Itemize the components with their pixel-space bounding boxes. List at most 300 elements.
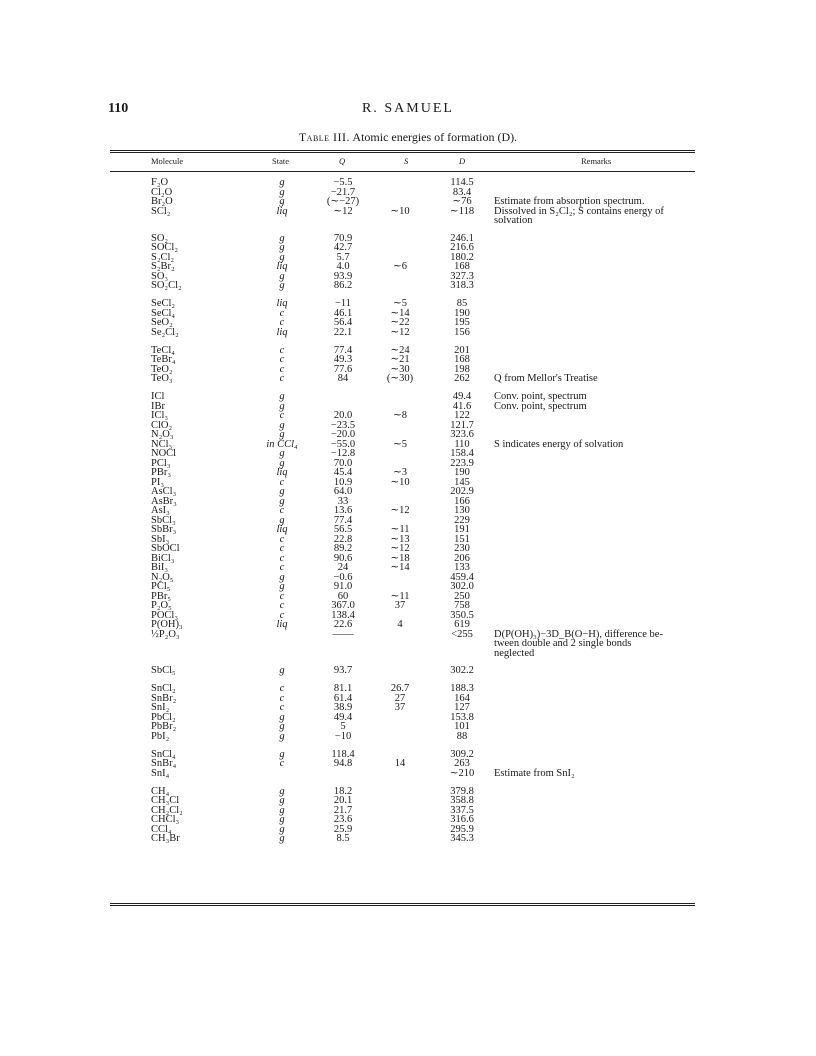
state-cell: liq	[276, 261, 288, 273]
molecule-cell: SnBr₂	[151, 692, 177, 704]
d-cell: 345.3	[450, 833, 474, 845]
table-group	[0, 234, 816, 291]
molecule-cell: SbCl₅	[151, 665, 176, 677]
molecule-cell: PCl₅	[151, 581, 171, 593]
q-cell: 89.2	[333, 543, 353, 555]
d-cell: 295.9	[450, 823, 474, 835]
state-cell: c	[279, 354, 285, 366]
d-cell: 202.9	[450, 486, 474, 498]
state-cell: c	[279, 307, 285, 319]
molecule-cell: TeO₂	[151, 363, 173, 375]
molecule-cell: AsI₃	[151, 505, 170, 517]
q-cell: 46.1	[333, 307, 353, 319]
d-cell: 190	[454, 307, 470, 319]
molecule-cell: SbI₃	[151, 533, 170, 545]
state-cell: g	[279, 814, 285, 826]
s-cell: ∼11	[390, 590, 410, 602]
table-row	[0, 430, 816, 440]
q-cell: ——	[332, 628, 354, 640]
table-top-rule	[110, 150, 695, 151]
q-cell: 56.4	[333, 317, 353, 329]
state-cell: c	[279, 533, 285, 545]
remarks-cell: Q from Mellor's Treatise	[494, 373, 598, 385]
molecule-cell: PbI₂	[151, 730, 170, 742]
state-cell: g	[279, 785, 285, 797]
q-cell: 93.7	[333, 665, 353, 677]
d-cell: 190	[454, 467, 470, 479]
molecule-cell: ICl	[151, 391, 165, 403]
table-group	[0, 346, 816, 384]
table-row	[0, 216, 816, 226]
state-cell: g	[279, 280, 285, 292]
table-row	[0, 563, 816, 573]
q-cell: 56.5	[333, 524, 353, 536]
state-cell: c	[279, 758, 285, 770]
q-cell: 60	[337, 590, 349, 602]
molecule-cell: S₂Br₂	[151, 261, 175, 273]
s-cell: ∼10	[390, 476, 410, 488]
q-cell: 49.4	[333, 711, 353, 723]
s-cell: ∼11	[390, 524, 410, 536]
state-cell: liq	[276, 619, 288, 631]
molecule-cell: CH₄	[151, 785, 170, 797]
table-row	[0, 750, 816, 760]
table-row	[0, 592, 816, 602]
molecule-cell: Cl₂O	[151, 186, 173, 198]
q-cell: −21.7	[330, 186, 356, 198]
d-cell: 206	[454, 552, 470, 564]
d-cell: 164	[454, 692, 470, 704]
table-row	[0, 722, 816, 732]
s-cell: ∼14	[390, 307, 410, 319]
s-cell: ∼3	[392, 467, 408, 479]
table-row	[0, 639, 816, 649]
state-cell: g	[279, 748, 285, 760]
d-cell: 133	[454, 562, 470, 574]
table-row	[0, 620, 816, 630]
state-cell: c	[279, 373, 285, 385]
state-cell: g	[279, 486, 285, 498]
table-row	[0, 262, 816, 272]
column-header-s: S	[404, 156, 409, 166]
d-cell: 88	[456, 730, 468, 742]
table-group	[0, 178, 816, 226]
table-top-rule-2	[110, 152, 695, 153]
state-cell: g	[279, 711, 285, 723]
table-row	[0, 243, 816, 253]
molecule-cell: ClO₂	[151, 419, 173, 431]
state-cell: g	[279, 419, 285, 431]
molecule-cell: PbBr₂	[151, 721, 177, 733]
table-row	[0, 234, 816, 244]
molecule-cell: BiCl₃	[151, 552, 175, 564]
s-cell: ∼21	[390, 354, 410, 366]
table-row	[0, 834, 816, 844]
d-cell: 83.4	[452, 186, 472, 198]
molecule-cell: Br₂O	[151, 196, 173, 207]
q-cell: 22.8	[333, 533, 353, 545]
q-cell: 18.2	[333, 785, 353, 797]
table-bottom-rule-2	[110, 905, 695, 906]
s-cell: 37	[394, 702, 406, 714]
q-cell: −0.6	[333, 571, 353, 583]
q-cell: 20.0	[333, 410, 353, 422]
d-cell: 145	[454, 476, 470, 488]
state-cell: g	[279, 581, 285, 593]
molecule-cell: SOCl₂	[151, 242, 179, 254]
molecule-cell: SnCl₂	[151, 683, 176, 695]
d-cell: 216.6	[450, 242, 474, 254]
state-cell: c	[279, 692, 285, 704]
molecule-cell: SnI₄	[151, 767, 170, 779]
state-cell: g	[279, 514, 285, 526]
d-cell: ∼118	[449, 205, 475, 217]
d-cell: 318.3	[450, 280, 474, 292]
q-cell: 25.9	[333, 823, 353, 835]
q-cell: 93.9	[333, 270, 353, 282]
molecule-cell: SnI₂	[151, 702, 170, 714]
state-cell: c	[279, 505, 285, 517]
remarks-cell: S indicates energy of solvation	[494, 438, 624, 450]
molecule-cell: BiI₃	[151, 562, 169, 574]
table-row	[0, 459, 816, 469]
q-cell: 91.0	[333, 581, 353, 593]
s-cell: ∼8	[392, 410, 408, 422]
state-cell: g	[279, 232, 285, 244]
table-group	[0, 392, 816, 658]
state-cell: c	[279, 543, 285, 555]
table-row	[0, 281, 816, 291]
molecule-cell: SeCl₄	[151, 307, 176, 319]
molecule-cell: PCl₃	[151, 457, 171, 469]
d-cell: 151	[454, 533, 470, 545]
molecule-cell: SO₃	[151, 270, 169, 282]
table-row	[0, 188, 816, 198]
molecule-cell: ½P₂O₃	[151, 628, 180, 640]
table-row	[0, 392, 816, 402]
q-cell: 5	[340, 721, 346, 733]
molecule-cell: PBr₃	[151, 467, 172, 479]
table-caption-label: Table III.	[298, 130, 351, 144]
table-row	[0, 815, 816, 825]
state-cell: g	[279, 196, 285, 207]
table-row	[0, 825, 816, 835]
table-row	[0, 787, 816, 797]
table-row	[0, 207, 816, 217]
d-cell: 223.9	[450, 457, 474, 469]
q-cell: 22.6	[333, 619, 353, 631]
d-cell: 49.4	[452, 391, 472, 403]
molecule-cell: IBr	[151, 400, 165, 412]
q-cell: −5.5	[333, 177, 353, 188]
state-cell: g	[279, 730, 285, 742]
d-cell: 156	[454, 326, 470, 338]
molecule-cell: SeO₂	[151, 317, 173, 329]
state-cell: c	[279, 344, 285, 356]
table-group	[0, 684, 816, 741]
q-cell: ∼12	[333, 205, 353, 217]
state-cell: g	[279, 186, 285, 198]
d-cell: 127	[454, 702, 470, 714]
q-cell: 13.6	[333, 505, 353, 517]
molecule-cell: SeCl₂	[151, 298, 176, 310]
table-row	[0, 328, 816, 338]
d-cell: 188.3	[450, 683, 474, 695]
molecule-cell: PbCl₂	[151, 711, 176, 723]
state-cell: c	[279, 609, 285, 621]
q-cell: 86.2	[333, 280, 353, 292]
d-cell: 229	[454, 514, 470, 526]
d-cell: 121.7	[450, 419, 474, 431]
q-cell: 70.0	[333, 457, 353, 469]
q-cell: −12.8	[330, 448, 356, 460]
table-row	[0, 759, 816, 769]
remarks-cell: Dissolved in S₂Cl₂; S contains energy of	[494, 205, 664, 217]
q-cell: 45.4	[333, 467, 353, 479]
molecule-cell: S₂Cl₂	[151, 251, 175, 263]
d-cell: 230	[454, 543, 470, 555]
state-cell: g	[279, 242, 285, 254]
q-cell: 42.7	[333, 242, 353, 254]
q-cell: −10	[334, 730, 352, 742]
molecule-cell: ICl₃	[151, 410, 169, 422]
d-cell: 262	[454, 373, 470, 385]
d-cell: 619	[454, 619, 470, 631]
column-header-d: D	[459, 156, 466, 166]
d-cell: 41.6	[452, 400, 472, 412]
remarks-cell: tween double and 2 single bonds	[494, 638, 632, 650]
molecule-cell: CH₂Cl₂	[151, 804, 183, 816]
table-row	[0, 630, 816, 640]
q-cell: 20.1	[333, 795, 353, 807]
q-cell: 5.7	[336, 251, 350, 263]
s-cell: 14	[394, 758, 406, 770]
table-row	[0, 703, 816, 713]
s-cell: ∼18	[390, 552, 410, 564]
state-cell: g	[279, 795, 285, 807]
table-row	[0, 694, 816, 704]
table-caption-text: Atomic energies of formation (D).	[350, 130, 518, 144]
s-cell: (∼30)	[386, 373, 414, 385]
state-cell: g	[279, 833, 285, 845]
d-cell: 327.3	[450, 270, 474, 282]
table-row	[0, 601, 816, 611]
table-row	[0, 178, 816, 188]
s-cell: ∼5	[392, 298, 408, 310]
d-cell: 337.5	[450, 804, 474, 816]
q-cell: (∼−27)	[326, 196, 360, 207]
header-bottom-rule	[110, 171, 695, 172]
remarks-cell: D(P(OH)₃)−3D_B(O−H), difference be-	[494, 628, 663, 640]
state-cell: in CCl₄	[266, 438, 298, 450]
d-cell: 379.8	[450, 785, 474, 797]
molecule-cell: N₂O₃	[151, 429, 174, 441]
molecule-cell: NCl₃	[151, 438, 173, 450]
s-cell: ∼10	[390, 205, 410, 217]
state-cell: c	[279, 600, 285, 612]
state-cell: liq	[276, 467, 288, 479]
d-cell: 168	[454, 261, 470, 273]
table-row	[0, 666, 816, 676]
q-cell: 24	[337, 562, 349, 574]
q-cell: −11	[334, 298, 352, 310]
q-cell: −55.0	[330, 438, 356, 450]
d-cell: 166	[454, 495, 470, 507]
q-cell: 77.4	[333, 344, 353, 356]
d-cell: 201	[454, 344, 470, 356]
d-cell: 758	[454, 600, 470, 612]
d-cell: 350.5	[450, 609, 474, 621]
state-cell: g	[279, 823, 285, 835]
remarks-cell: Conv. point, spectrum	[494, 400, 587, 412]
state-cell: g	[279, 571, 285, 583]
table-row	[0, 573, 816, 583]
molecule-cell: SnBr₄	[151, 758, 177, 770]
s-cell: ∼30	[390, 363, 410, 375]
state-cell: g	[279, 251, 285, 263]
d-cell: 153.8	[450, 711, 474, 723]
molecule-cell: CCl₄	[151, 823, 172, 835]
q-cell: −23.5	[330, 419, 356, 431]
q-cell: 23.6	[333, 814, 353, 826]
table-group	[0, 666, 816, 676]
molecule-cell: CH₃Br	[151, 833, 180, 845]
d-cell: 246.1	[450, 232, 474, 244]
molecule-cell: Se₂Cl₂	[151, 326, 179, 338]
molecule-cell: SO₂Cl₂	[151, 280, 182, 292]
state-cell: g	[279, 665, 285, 677]
q-cell: 367.0	[331, 600, 355, 612]
state-cell: g	[279, 429, 285, 441]
column-header-state: State	[272, 156, 289, 166]
s-cell: ∼24	[390, 344, 410, 356]
molecule-cell: SnCl₄	[151, 748, 176, 760]
state-cell: c	[279, 410, 285, 422]
table-row	[0, 684, 816, 694]
table-row	[0, 732, 816, 742]
table-row	[0, 402, 816, 412]
d-cell: ∼210	[449, 767, 475, 779]
d-cell: 110	[454, 438, 470, 450]
q-cell: 70.9	[333, 232, 353, 244]
molecule-cell: P(OH)₃	[151, 619, 183, 631]
table-row	[0, 374, 816, 384]
column-header-remarks: Remarks	[581, 156, 612, 166]
d-cell: 198	[454, 363, 470, 375]
state-cell: liq	[276, 326, 288, 338]
q-cell: 33	[337, 495, 349, 507]
d-cell: 191	[454, 524, 470, 536]
s-cell: ∼22	[390, 317, 410, 329]
remarks-cell: Estimate from absorption spectrum.	[494, 196, 645, 207]
d-cell: 316.6	[450, 814, 474, 826]
d-cell: 263	[454, 758, 470, 770]
q-cell: 61.4	[333, 692, 353, 704]
s-cell: 27	[394, 692, 406, 704]
state-cell: c	[279, 590, 285, 602]
q-cell: 84	[337, 373, 349, 385]
remarks-cell: solvation	[494, 215, 533, 226]
table-caption	[0, 130, 816, 145]
q-cell: 4.0	[336, 261, 350, 273]
state-cell: c	[279, 683, 285, 695]
s-cell: 4	[397, 619, 403, 631]
molecule-cell: PI₃	[151, 476, 164, 488]
table-bottom-rule	[110, 903, 695, 904]
table-row	[0, 796, 816, 806]
state-cell: c	[279, 317, 285, 329]
table-body	[0, 178, 816, 852]
d-cell: 101	[454, 721, 470, 733]
running-head: R. SAMUEL	[362, 101, 454, 116]
q-cell: 10.9	[333, 476, 353, 488]
table-row	[0, 769, 816, 779]
state-cell: liq	[276, 205, 288, 217]
remarks-cell: Estimate from SnI₂	[494, 767, 575, 779]
table-group	[0, 299, 816, 337]
d-cell: 250	[454, 590, 470, 602]
state-cell: liq	[276, 298, 288, 310]
d-cell: 358.8	[450, 795, 474, 807]
molecule-cell: SbBr₃	[151, 524, 177, 536]
molecule-cell: N₂O₅	[151, 571, 174, 583]
s-cell: ∼13	[390, 533, 410, 545]
q-cell: 118.4	[331, 748, 355, 760]
table-row	[0, 487, 816, 497]
state-cell: c	[279, 702, 285, 714]
q-cell: 64.0	[333, 486, 353, 498]
state-cell: g	[279, 457, 285, 469]
table-row	[0, 272, 816, 282]
d-cell: 122	[454, 410, 470, 422]
molecule-cell: AsBr₃	[151, 495, 177, 507]
remarks-cell: neglected	[494, 647, 535, 659]
s-cell: ∼6	[392, 261, 408, 273]
column-header-molecule: Molecule	[151, 156, 184, 166]
molecule-cell: PBr₅	[151, 590, 172, 602]
q-cell: 49.3	[333, 354, 353, 366]
q-cell: 21.7	[333, 804, 353, 816]
state-cell: c	[279, 476, 285, 488]
q-cell: 38.9	[333, 702, 353, 714]
s-cell: ∼12	[390, 505, 410, 517]
molecule-cell: SCl₂	[151, 205, 171, 217]
page-number: 110	[108, 101, 129, 116]
molecule-cell: SbCl₃	[151, 514, 176, 526]
s-cell: ∼14	[390, 562, 410, 574]
d-cell: 302.2	[450, 665, 474, 677]
molecule-cell: TeBr₄	[151, 354, 176, 366]
q-cell: 8.5	[336, 833, 350, 845]
table-row	[0, 411, 816, 421]
molecule-cell: CHCl₃	[151, 814, 180, 826]
molecule-cell: TeO₃	[151, 373, 173, 385]
state-cell: g	[279, 448, 285, 460]
d-cell: 114.5	[450, 177, 474, 188]
s-cell: ∼5	[392, 438, 408, 450]
state-cell: g	[279, 391, 285, 403]
table-row	[0, 506, 816, 516]
d-cell: 459.4	[450, 571, 474, 583]
d-cell: 168	[454, 354, 470, 366]
table-group	[0, 787, 816, 844]
q-cell: 138.4	[331, 609, 355, 621]
column-header-q: Q	[339, 156, 346, 166]
s-cell: ∼12	[390, 543, 410, 555]
d-cell: 180.2	[450, 251, 474, 263]
state-cell: c	[279, 552, 285, 564]
d-cell: 309.2	[450, 748, 474, 760]
